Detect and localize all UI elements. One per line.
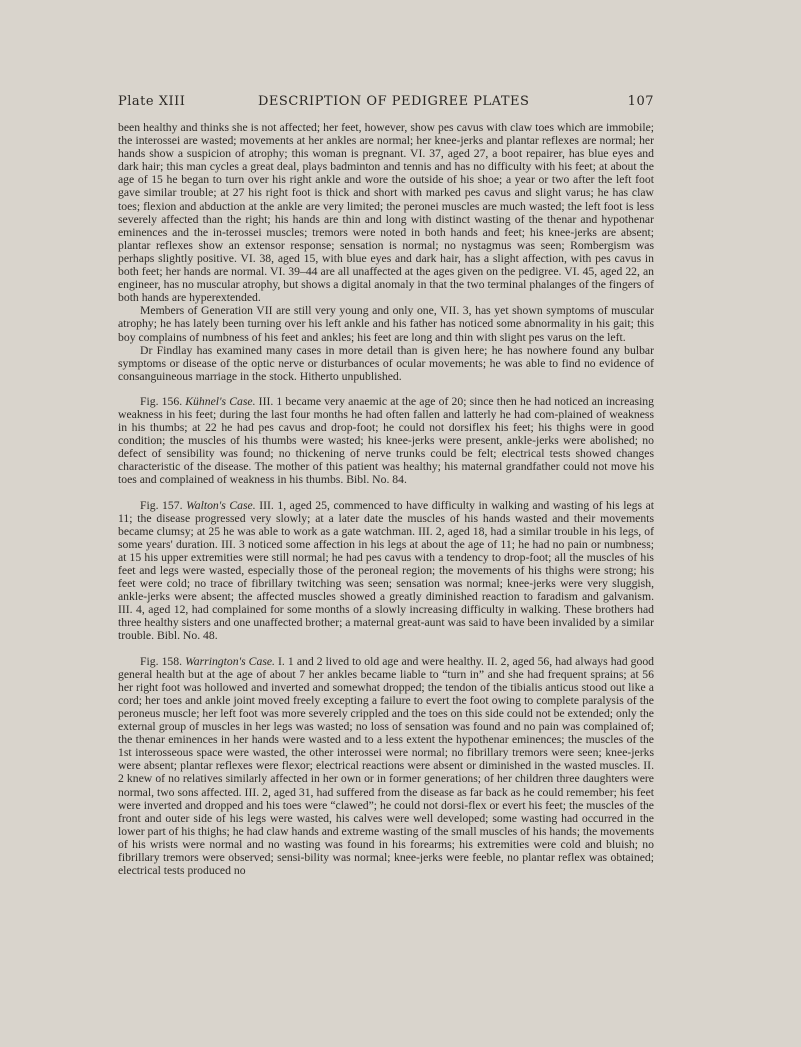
plate-label: Plate XIII [118, 94, 186, 109]
paragraph-fig-157 [118, 499, 654, 643]
body-text [118, 121, 654, 877]
paragraph-generation-vii: Members of Generation VII are still very young and only one, VII. 3, has yet shown symptoms of muscular atrophy; he has lately been turning over his left ankle and his father has noticed some abnormality in his gait; this boy complains of numbness of his feet and ankles; his feet are long and thin with slight pes varus on the left. [118, 304, 654, 344]
fig-158-case-title: Warrington's Case. [185, 654, 275, 668]
paragraph-continuation: been healthy and thinks she is not affected; her feet, however, show pes cavus with claw toes which are immobile; the interossei are wasted; movements at her ankles are normal; her knee-jerks and plantar reflexes are normal; her hands show a suspicion of atrophy; this woman is pregnant. VI. 37, aged 27, a boot repairer, has blue eyes and dark hair; this man cycles a great deal, plays badminton and tennis and has no difficulty with his feet; at about the age of 15 he began to turn over his right ankle and wore the outside of his shoe; a year or two after the left foot gave similar trouble; at 27 his right foot is thick and short with marked pes cavus and slight varus; he has claw toes; flexion and abduction at the ankle are very limited; the peronei muscles are much wasted; the left foot is less severely affected than the right; his hands are thin and long with distinct wasting of the thenar and hypothenar eminences and the in-terossei muscles; tremors were noted in both hands and feet; his knee-jerks are absent; plantar reflexes show an extensor response; sensation is normal; no nystagmus was seen; Rombergism was perhaps slightly positive. VI. 38, aged 15, with blue eyes and dark hair, has a slight affection, with pes cavus in both feet; her hands are normal. VI. 39–44 are all unaffected at the ages given on the pedigree. VI. 45, aged 22, an engineer, has no muscular atrophy, but shows a digital anomaly in that the two terminal phalanges of the fingers of both hands are hyperextended. [118, 121, 654, 305]
paragraph-fig-158 [118, 655, 654, 878]
fig-157-case-title: Walton's Case. [186, 498, 256, 512]
fig-156-text: III. 1 became very anaemic at the age of 20; since then he had noticed an increasing weakness in his feet; during the last four months he had often fallen and latterly he had com-plained of weakness in his thumbs; at 22 he had pes cavus and drop-foot; he could not dorsiflex his feet; his thighs were in good condition; the muscles of his thumbs were wasted; his knee-jerks were present, ankle-jerks were abolished; no defect of sensibility was found; no thickening of nerve trunks could be felt; electrical tests showed changes characteristic of the disease. The mother of this patient was healthy; his maternal grandfather could not move his toes and complained of weakness in his thumbs. Bibl. No. 84. [118, 394, 654, 487]
page-heading: DESCRIPTION OF PEDIGREE PLATES [258, 94, 530, 109]
fig-158-label: Fig. 158. [140, 654, 186, 668]
fig-157-text: III. 1, aged 25, commenced to have difficulty in walking and wasting of his legs at 11; the disease progressed very slowly; at a later date the muscles of his hands wasted and their movements became clumsy; at 25 he was able to work as a gate watchman. III. 2, aged 18, had a similar trouble in his legs, of some years' duration. III. 3 noticed some affection in his legs at about the age of 11; he had no pain or numbness; at 15 his upper extremities were still normal; he had pes cavus with a tendency to drop-foot; all the muscles of his feet and legs were wasted, especially those of the peroneal region; the movements of his thighs were strong; his feet were cold; no trace of fibrillary twitching was seen; sensation was normal; knee-jerks were very sluggish, ankle-jerks were absent; the affected muscles showed a greatly diminished reaction to faradism and galvanism. III. 4, aged 12, had complained for some months of a slowly increasing difficulty in walking. These brothers had three healthy sisters and one unaffected brother; a maternal great-aunt was said to have been invalided by a similar trouble. Bibl. No. 48. [118, 498, 655, 643]
running-header [118, 94, 654, 112]
fig-156-case-title: Kühnel's Case. [185, 394, 256, 408]
fig-158-text: I. 1 and 2 lived to old age and were healthy. II. 2, aged 56, had always had good general health but at the age of about 7 her ankles became liable to “turn in” and she had frequent sprains; at 56 her right foot was hollowed and inverted and somewhat dropped; the tendon of the tibialis anticus stood out like a cord; her toes and ankle joint moved freely excepting a failure to evert the foot owing to complete paralysis of the peroneus muscle; her left foot was more severely crippled and the toes on this side could not be extended; only the external group of muscles in her legs was wasted; no loss of sensation was found and no pain was complained of; the thenar eminences in her hands were wasted and to a less extent the hypothenar eminences; the muscles of the 1st interosseous space were wasted, the other interossei were normal; no fibrillary tremors were seen; knee-jerks were absent; plantar reflexes were flexor; electrical reactions were absent or diminished in the wasted muscles. II. 2 knew of no relatives similarly affected in her own or in former generations; of her children three daughters were normal, two sons affected. III. 2, aged 31, had suffered from the disease as far back as he could remember; his feet were inverted and dropped and his toes were “clawed”; he could not dorsi-flex or evert his feet; the muscles of the front and outer side of his legs were wasted, his calves were well developed; some wasting had occurred in the lower part of his thighs; he had claw hands and extreme wasting of the small muscles of his hands; the movements of his wrists were normal and no wasting was found in his forearms; his extremities were cold and bluish; no fibrillary tremors were observed; sensi-bility was normal; knee-jerks were feeble, no plantar reflex was obtained; electrical tests produced no [118, 654, 655, 878]
paragraph-findlay: Dr Findlay has examined many cases in more detail than is given here; he has nowhere found any bulbar symptoms or disease of the optic nerve or disturbances of ocular movements; he was able to find no evidence of consanguineous marriage in the stock. Hitherto unpublished. [118, 343, 654, 383]
fig-156-label: Fig. 156. [140, 394, 186, 408]
paragraph-fig-156 [118, 395, 654, 487]
fig-157-label: Fig. 157. [140, 498, 187, 512]
page-number: 107 [627, 94, 654, 109]
